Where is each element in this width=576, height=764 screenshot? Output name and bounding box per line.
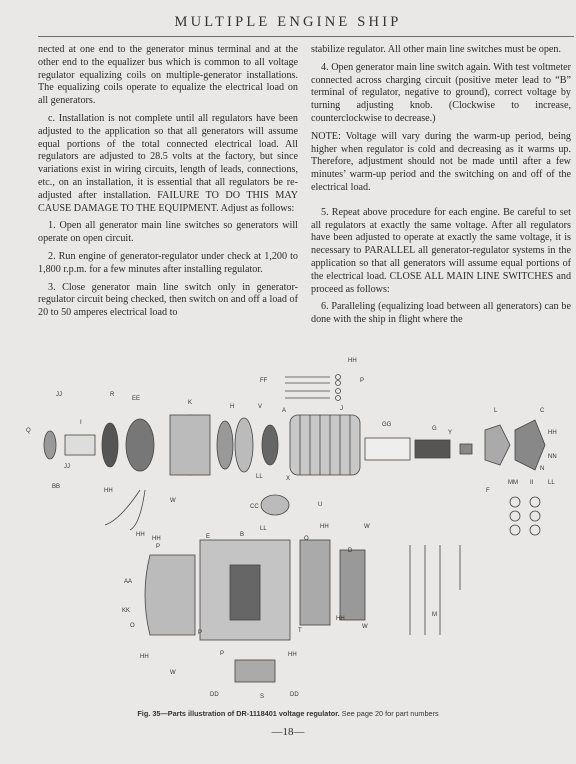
part-label: AA	[124, 579, 133, 585]
part-label: EE	[132, 396, 141, 402]
part-label: K	[188, 400, 193, 406]
part-label: I	[80, 420, 82, 426]
step-2: 2. Run engine of generator-regulator under check at 1,200 to 1,800 r.p.m. for a few minutes after installing regulator.	[38, 250, 298, 275]
install-note: c. Installation is not complete until all regulators have been adjusted to the application so that all generators will assume equal portions of the total connected electrical load. All regulators are adjusted to 28.5 volts at the factory, but since variations exist in wiring circuits, length of leads, connections, etc., on an installation, it is essential that all regulators be re-adjusted after installation.	[38, 112, 298, 201]
regulator-exploded-view	[44, 375, 545, 683]
part-label: P	[156, 544, 161, 550]
figure-caption	[0, 709, 576, 718]
part-label: DD	[210, 692, 219, 698]
part-label: FF	[260, 378, 268, 384]
part-label: W	[362, 624, 368, 630]
step-5	[311, 207, 571, 297]
part-label: Q	[26, 428, 31, 434]
left-column	[38, 44, 298, 325]
figure-caption-rest: See page 20 for part numbers	[341, 709, 439, 718]
header-rule	[38, 36, 574, 37]
part-label: P	[198, 630, 203, 636]
part-label: JJ	[56, 392, 62, 398]
part-label: HH	[348, 358, 357, 364]
part-label: X	[286, 476, 291, 482]
part-labels	[26, 358, 557, 700]
part-label: S	[260, 694, 265, 700]
part-label: JJ	[64, 464, 70, 470]
part-label: V	[258, 404, 263, 410]
part-label: Y	[448, 430, 453, 436]
part-label: U	[318, 502, 323, 508]
page-header: MULTIPLE ENGINE SHIP	[174, 14, 402, 30]
adjust-intro: Adjust as follows:	[220, 202, 295, 214]
part-label: LL	[256, 474, 263, 480]
part-label: W	[364, 524, 370, 530]
part-label: BB	[52, 484, 61, 490]
part-label: H	[230, 404, 235, 410]
part-label: T	[298, 628, 302, 634]
part-label: M	[432, 612, 437, 618]
part-label: II	[530, 480, 534, 486]
close-switches-instruction: CLOSE ALL MAIN LINE SWITCHES	[389, 270, 554, 282]
part-label: LL	[260, 526, 267, 532]
part-label: HH	[548, 430, 557, 436]
step-5-text: 5. Repeat above procedure for each engine. Be careful to set all regulators at exactly the same voltage. After all regulators have been adjusted to operate at exactly the same voltage, it is necessary to PARALLEL all generator-regulator systems in the application so that all generators will assume equal portions of the electrical load.	[311, 206, 571, 282]
part-label: LL	[548, 480, 555, 486]
part-label: W	[170, 670, 176, 676]
step-3: 3. Close generator main line switch only in generator-regulator circuit being checked, then switch on and off a load of 20 to 50 amperes electrical load to	[38, 281, 298, 319]
part-label: R	[110, 392, 115, 398]
step-4: 4. Open generator main line switch again. With test voltmeter connected across charging circuit (positive meter lead to “B” terminal of regulator, negative to ground), correct voltage by turning adjusting knob. (Clockwise to increase, counterclockwise to decrease.)	[311, 61, 571, 124]
part-label: C	[540, 408, 545, 414]
part-label: B	[240, 532, 245, 538]
part-label: GG	[382, 422, 392, 428]
part-label: HH	[336, 616, 345, 622]
part-label: J	[340, 406, 343, 412]
page-number: —18—	[271, 726, 305, 738]
part-label: HH	[288, 652, 297, 658]
part-label: NN	[548, 454, 557, 460]
part-label: O	[304, 536, 309, 542]
part-label: HH	[104, 488, 113, 494]
failure-warning: FAILURE TO DO THIS MAY CAUSE DAMAGE TO THE EQUIPMENT.	[38, 189, 299, 214]
part-label: HH	[152, 536, 161, 542]
left-paragraph-1: nected at one end to the generator minus terminal and at the other end to the equalizer bus which is common to all voltage regulator equalizing coils on multiple-generator installations. The equalizing coils operate to equalize the electrical load on all generators.	[38, 44, 298, 107]
part-label: KK	[122, 608, 131, 614]
part-label: L	[494, 408, 498, 414]
part-label: P	[360, 378, 365, 384]
part-label: W	[170, 498, 176, 504]
part-label: MM	[508, 480, 518, 486]
part-label: N	[540, 466, 545, 472]
step-6: 6. Paralleling (equalizing load between all generators) can be done with the ship in flight where the	[311, 301, 571, 326]
part-label: G	[432, 426, 437, 432]
left-paragraph-2	[38, 113, 298, 215]
part-label: A	[282, 408, 287, 414]
figure-number: Fig. 35—Parts illustration of DR-1118401 voltage regulator.	[137, 709, 340, 718]
part-label: D	[348, 548, 353, 554]
right-column	[311, 44, 571, 332]
part-label: DD	[290, 692, 299, 698]
parts-illustration	[20, 350, 576, 700]
part-label: CC	[250, 504, 259, 510]
part-label: O	[130, 623, 135, 629]
part-label: P	[220, 651, 225, 657]
part-label: HH	[140, 654, 149, 660]
part-label: HH	[136, 532, 145, 538]
part-label: F	[486, 488, 490, 494]
part-label: E	[206, 534, 211, 540]
note: NOTE: Voltage will vary during the warm-up period, being higher when regulator is cold and decreasing as it warms up. Therefore, adjustment should not be made until after a few minutes’ warm-up period and the switching on and off of the electrical load.	[311, 130, 571, 193]
step-3-continued: stabilize regulator. All other main line switches must be open.	[311, 44, 561, 55]
part-label: HH	[320, 524, 329, 530]
step-1: 1. Open all generator main line switches so generators will operate on open circuit.	[38, 220, 298, 245]
step-5-end: and proceed as follows:	[311, 270, 572, 295]
